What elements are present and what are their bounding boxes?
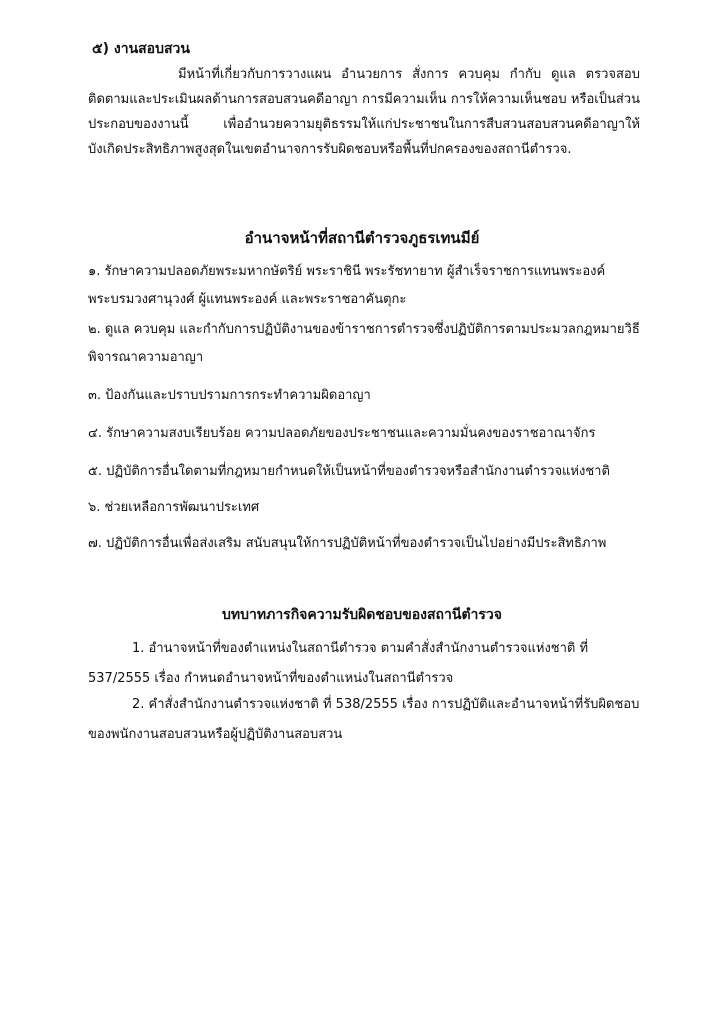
duty-item-1: ๑. รักษาความปลอดภัยพระมหากษัตริย์ พระราชินี พระรัชทายาท ผู้สำเร็จราชการแทนพระองค์ พระบรมวงศานุวงศ์ ผู้แทนพระองค์ และพระราชอาคันตุกะ bbox=[88, 264, 606, 307]
duty-item-7: ๗. ปฏิบัติการอื่นเพื่อส่งเสริม สนับสนุนให้การปฏิบัติหน้าที่ของตำรวจเป็นไปอย่างมีประสิทธิภาพ bbox=[88, 536, 607, 551]
role-text: 1. อำนาจหน้าที่ของตำแหน่งในสถานีตำรวจ ตามคำสั่งสำนักงานตำรวจแห่งชาติ ที่ 537/2555 เรื่อง กำหนดอำนาจหน้าที่ของตำแหน่งในสถานีตำรวจ bbox=[88, 641, 589, 686]
duty-item-6: ๖. ช่วยเหลือการพัฒนาประเทศ bbox=[88, 500, 260, 515]
duty-item-4: ๔. รักษาความสงบเรียบร้อย ความปลอดภัยของประชาชนและความมั่นคงของราชอาณาจักร bbox=[88, 426, 596, 441]
role-item-1 bbox=[88, 634, 648, 694]
duty-item-2: ๒. ดูแล ควบคุม และกำกับการปฏิบัติงานของข้าราชการตำรวจซึ่งปฏิบัติการตามประมวลกฎหมายวิธีพิจารณาความอาญา bbox=[88, 322, 640, 365]
duty-item-3: ๓. ป้องกันและปราบปรามการกระทำความผิดอาญา bbox=[88, 388, 371, 403]
section-paragraph-investigation bbox=[88, 62, 640, 162]
section-heading-investigation: ๕) งานสอบสวน bbox=[92, 41, 190, 57]
duties-title: อำนาจหน้าที่สถานีตำรวจภูธรเทนมีย์ bbox=[244, 229, 480, 247]
duty-item-5: ๕. ปฏิบัติการอื่นใดตามที่กฎหมายกำหนดให้เป็นหน้าที่ของตำรวจหรือสำนักงานตำรวจแห่งชาติ bbox=[88, 464, 610, 479]
role-text: 2. คำสั่งสำนักงานตำรวจแห่งชาติ ที่ 538/2555 เรื่อง การปฏิบัติและอำนาจหน้าที่รับผิดชอบของพนักงานสอบสวนหรือผู้ปฏิบัติงานสอบสวน bbox=[88, 697, 640, 742]
paragraph-text: มีหน้าที่เกี่ยวกับการวางแผน อำนวยการ สั่งการ ควบคุม กำกับ ดูแล ตรวจสอบติดตามและประเมินผลด้านการสอบสวนคดีอาญา การมีความเห็น การให้ความเห็นชอบ หรือเป็นส่วนประกอบของงานนี้ เพื่ออำนวยความยุติธรรมให้แก่ประชาชนในการสืบสวนสอบสวนคดีอาญาให้บังเกิดประสิทธิภาพสูงสุดในเขตอำนาจการรับผิดชอบหรือพื้นที่ปกครองของสถานีตำรวจ. bbox=[88, 67, 640, 157]
role-item-2 bbox=[88, 690, 648, 750]
roles-title: บทบาทภารกิจความรับผิดชอบของสถานีตำรวจ bbox=[222, 607, 502, 623]
